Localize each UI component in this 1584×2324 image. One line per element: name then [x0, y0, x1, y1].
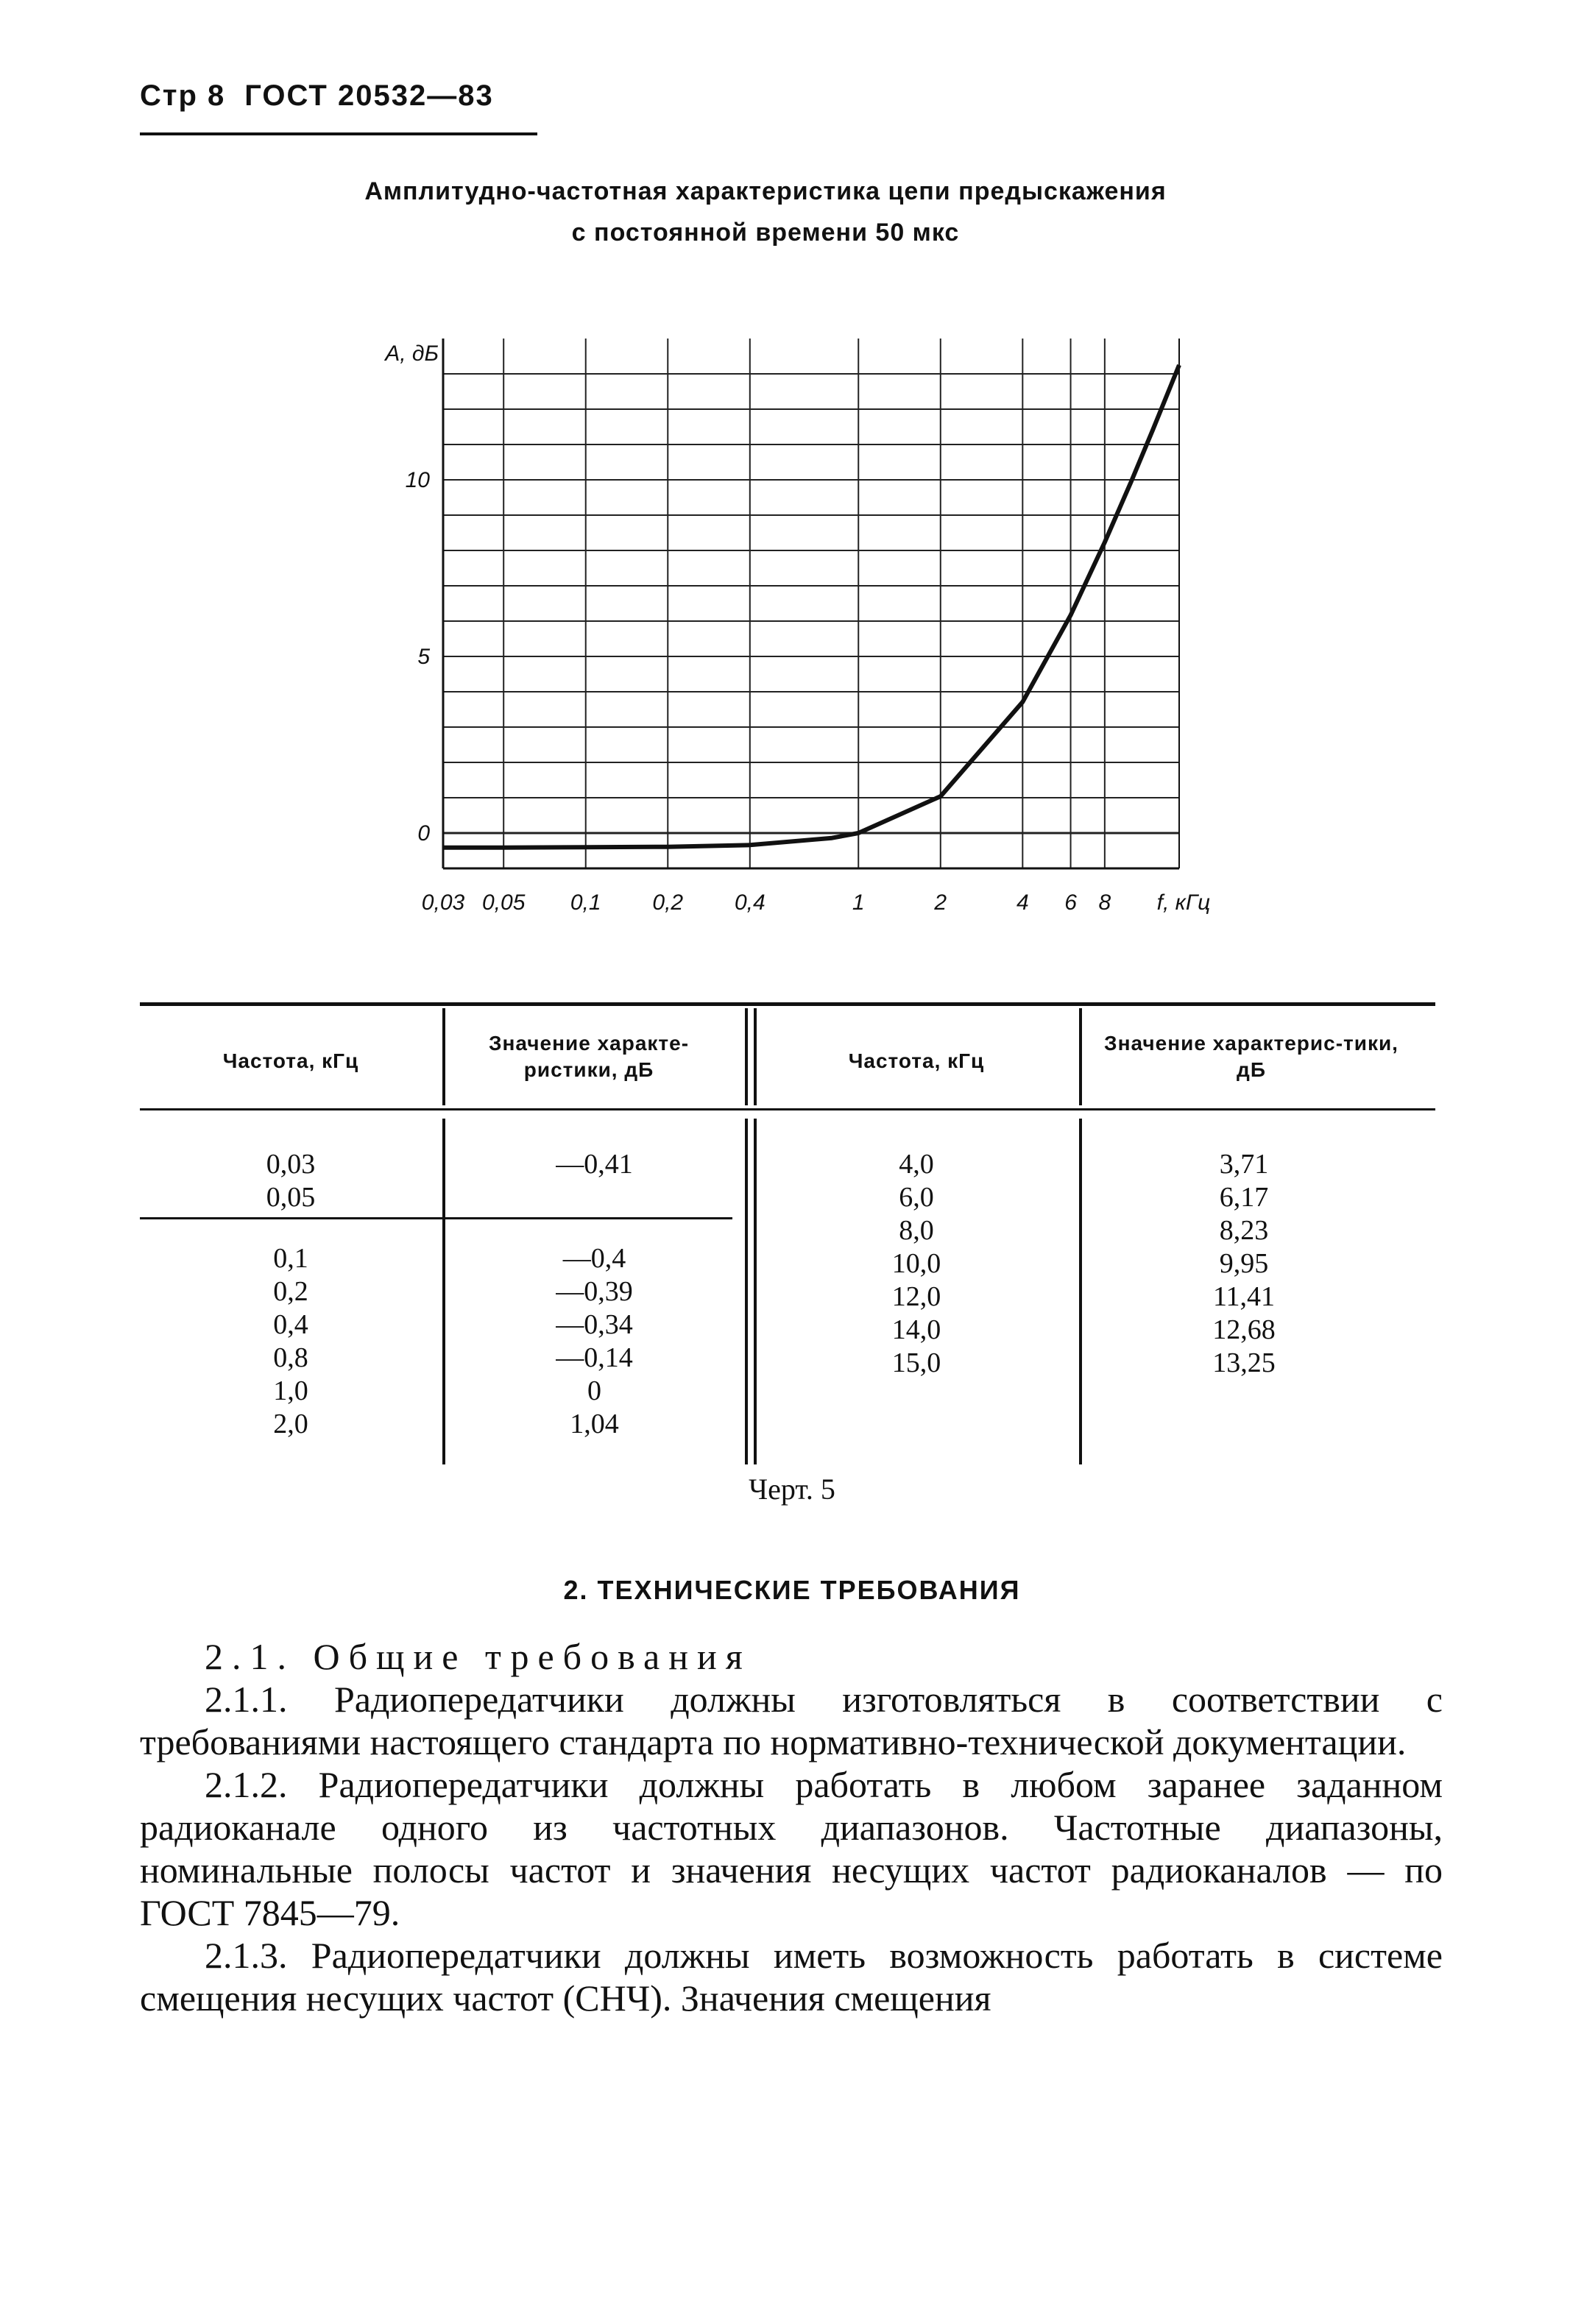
paragraph-2-1: 2.1. Общие требования — [205, 1636, 752, 1677]
freq-cell: 6,0 — [899, 1182, 934, 1213]
left-value-top — [445, 1148, 743, 1181]
x-tick-label: 4 — [1016, 890, 1029, 915]
value-cell: 9,95 — [1219, 1248, 1269, 1279]
x-tick-label: 0,05 — [482, 890, 526, 915]
freq-cell: 1,0 — [273, 1375, 308, 1406]
x-tick-label: 1 — [852, 890, 865, 915]
header-freq-right: Частота, кГц — [848, 1049, 985, 1072]
freq-cell: 0,4 — [273, 1309, 308, 1340]
value-cell: —0,4 — [562, 1243, 626, 1274]
x-tick-label: 0,4 — [734, 890, 766, 915]
value-cell: 12,68 — [1212, 1314, 1276, 1345]
paragraph-2-1-3: 2.1.3. Радиопередатчики должны иметь возможность работать в системе смещения несущих частот (СНЧ). Значения смещения — [140, 1935, 1443, 2019]
value-cell: —0,34 — [556, 1309, 633, 1340]
x-tick-label: 8 — [1098, 890, 1111, 915]
table-double-divider-a-body — [745, 1119, 748, 1464]
table-double-divider-a — [745, 1008, 748, 1105]
page-header — [140, 79, 537, 113]
freq-cell: 0,05 — [266, 1182, 316, 1213]
response-curve — [443, 365, 1179, 848]
freq-cell: 15,0 — [891, 1347, 941, 1378]
freq-cell: 0,1 — [273, 1243, 308, 1274]
figure-caption: Черт. 5 — [749, 1473, 835, 1506]
value-cell: 6,17 — [1219, 1182, 1269, 1213]
x-tick-label: 0,1 — [570, 890, 601, 915]
chart-title-line-1: Амплитудно-частотная характеристика цепи предыскажения — [364, 177, 1167, 205]
chart-title-line-2: с постоянной времени 50 мкс — [571, 219, 960, 247]
table-group-rule — [140, 1217, 732, 1219]
right-values — [1082, 1148, 1406, 1380]
freq-cell: 14,0 — [891, 1314, 941, 1345]
freq-cell: 2,0 — [273, 1409, 308, 1439]
value-cell: 1,04 — [570, 1409, 619, 1439]
y-axis-label: A, дБ — [385, 341, 439, 366]
x-tick-label: 0,03 — [421, 890, 465, 915]
header-rule — [140, 132, 537, 135]
standard-number: ГОСТ 20532—83 — [244, 79, 494, 112]
freq-cell: 4,0 — [899, 1149, 934, 1180]
value-cell: 13,25 — [1212, 1347, 1276, 1378]
freq-cell: 12,0 — [891, 1281, 941, 1312]
y-tick-label: 0 — [417, 821, 430, 846]
x-tick-label: 0,2 — [652, 890, 684, 915]
value-cell: —0,39 — [556, 1276, 633, 1307]
value-cell: 3,71 — [1219, 1149, 1269, 1180]
right-freqs — [758, 1148, 1075, 1380]
header-value-right: Значение характерис-тики, дБ — [1104, 1032, 1399, 1081]
paragraph-2-1-2: 2.1.2. Радиопередатчики должны работать в любом заранее заданном радиоканале одного из частотных диапазонов. Частотные диапазоны, номинальные полосы частот и значения несущих частот радиоканалов — по ГОСТ 7845—79. — [140, 1764, 1443, 1933]
left-freqs — [140, 1242, 442, 1441]
freq-cell: 0,2 — [273, 1276, 308, 1307]
header-freq-left: Частота, кГц — [222, 1049, 359, 1072]
table-double-divider-b — [754, 1008, 757, 1105]
value-cell: 11,41 — [1212, 1281, 1276, 1312]
freq-cell: 0,03 — [266, 1149, 316, 1180]
y-tick-label: 10 — [405, 468, 430, 492]
table-col-divider-3 — [1079, 1008, 1082, 1105]
x-tick-label: 2 — [934, 890, 947, 915]
freq-cell: 8,0 — [899, 1215, 934, 1246]
left-freqs-top — [140, 1148, 442, 1214]
page-number: Стр 8 — [140, 79, 226, 112]
value-cell: 0 — [587, 1375, 601, 1406]
table-double-divider-b-body — [754, 1119, 757, 1464]
table-header-rule — [140, 1108, 1435, 1110]
y-tick-label: 5 — [417, 645, 430, 669]
freq-cell: 0,8 — [273, 1342, 308, 1373]
left-values — [445, 1242, 743, 1441]
body-text — [140, 1635, 1443, 2019]
value-cell: —0,14 — [556, 1342, 633, 1373]
paragraph-2-1-1: 2.1.1. Радиопередатчики должны изготовляться в соответствии с требованиями настоящего стандарта по нормативно-технической документации. — [140, 1679, 1443, 1763]
table-col-divider-1 — [442, 1008, 445, 1105]
value-cell: 8,23 — [1219, 1215, 1269, 1246]
value-cell: —0,41 — [556, 1149, 633, 1180]
x-axis-label: f, кГц — [1156, 890, 1211, 915]
frequency-response-chart — [353, 309, 1222, 942]
freq-cell: 10,0 — [891, 1248, 941, 1279]
chart-title — [221, 171, 1310, 253]
header-value-left: Значение характе-ристики, дБ — [488, 1032, 690, 1081]
x-tick-label: 6 — [1064, 890, 1077, 915]
table-top-rule — [140, 1002, 1435, 1006]
section-title: 2. ТЕХНИЧЕСКИЕ ТРЕБОВАНИЯ — [563, 1575, 1021, 1605]
